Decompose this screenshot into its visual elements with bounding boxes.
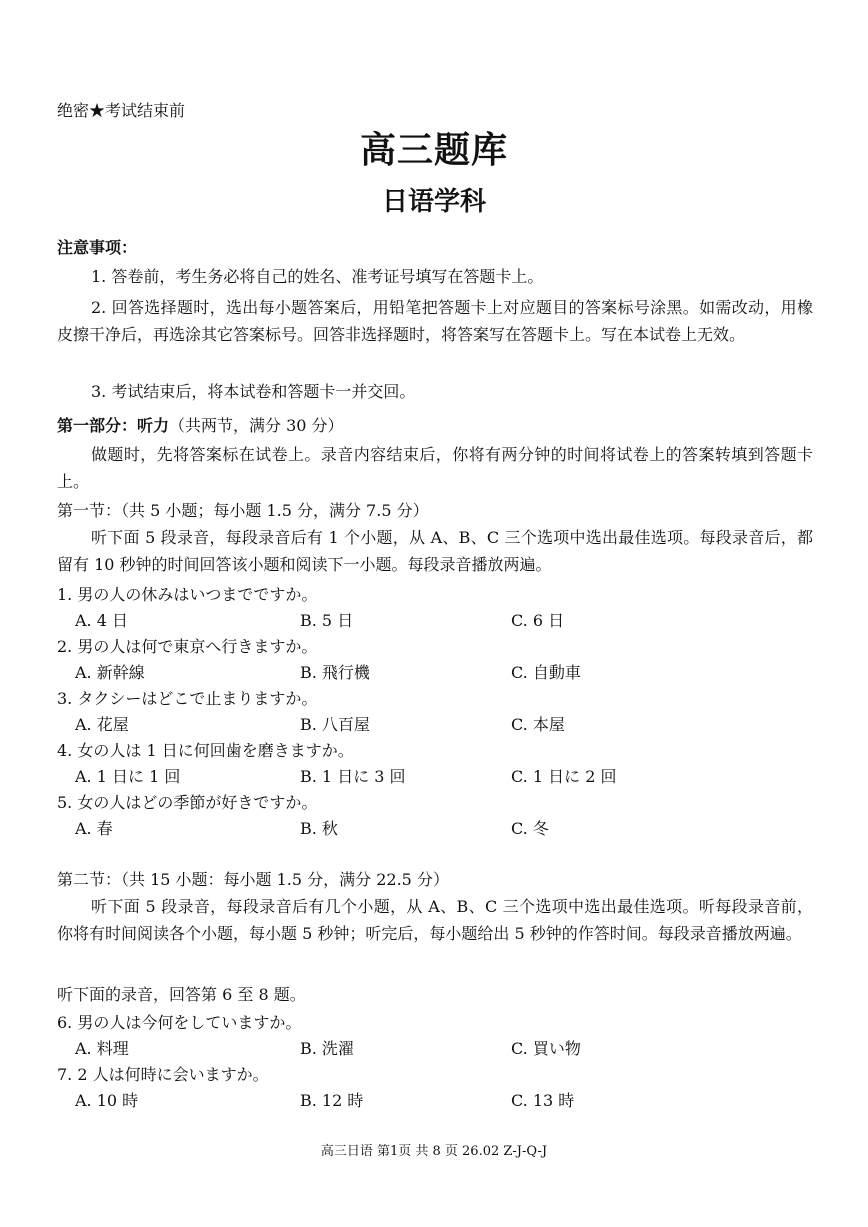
option-b: B. 八百屋 — [300, 715, 370, 734]
page-subtitle: 日语学科 — [381, 187, 486, 217]
section1-instructions: 听下面 5 段录音，每段录音后有 1 个小题，从 A、B、C 三个选项中选出最佳选项。每段录音后，都留有 10 秒钟的时间回答该小题和阅读下一小题。每段录音播放两遍。 — [57, 528, 813, 574]
question-6: 6. 男の人は今何をしていますか。 — [57, 1013, 302, 1032]
option-a: A. 花屋 — [75, 715, 129, 734]
section2-instructions: 听下面 5 段录音，每段录音后有几个小题，从 A、B、C 三个选项中选出最佳选项。听每段录音前，你将有时间阅读各个小题，每小题 5 秒钟；听完后，每小题给出 5 秒钟的作答时间。每段录音播放两遍。 — [57, 897, 813, 943]
question-5: 5. 女の人はどの季節が好きですか。 — [57, 793, 318, 812]
notice-heading: 注意事项： — [57, 238, 138, 257]
option-b: B. 飛行機 — [300, 663, 370, 682]
question-3: 3. タクシーはどこで止まりますか。 — [57, 689, 318, 708]
option-c: C. 自動車 — [511, 663, 581, 682]
option-c: C. 13 時 — [511, 1091, 575, 1110]
notice-item-1: 1. 答卷前，考生务必将自己的姓名、准考证号填写在答题卡上。 — [91, 267, 544, 286]
option-a: A. 新幹線 — [75, 663, 145, 682]
section2-heading: 第二节：（共 15 小题：每小题 1.5 分，满分 22.5 分） — [57, 870, 449, 889]
notice-item-2: 2. 回答选择题时，选出每小题答案后，用铅笔把答题卡上对应题目的答案标号涂黑。如需改动，用橡皮擦干净后，再选涂其它答案标号。回答非选择题时，将答案写在答题卡上。写在本试卷上无效。 — [57, 298, 813, 344]
option-b: B. 12 時 — [300, 1091, 364, 1110]
option-c: C. 買い物 — [511, 1039, 581, 1058]
notice-item-3: 3. 考试结束后，将本试卷和答题卡一并交回。 — [91, 382, 416, 401]
option-c: C. 冬 — [511, 819, 549, 838]
part1-heading-bold: 第一部分：听力 — [57, 416, 170, 435]
page-title: 高三题库 — [359, 129, 508, 171]
option-c: C. 6 日 — [511, 611, 565, 630]
option-c: C. 本屋 — [511, 715, 565, 734]
question-1: 1. 男の人の休みはいつまでですか。 — [57, 585, 318, 604]
question-7: 7. 2 人は何時に会いますか。 — [57, 1065, 269, 1084]
option-b: B. 5 日 — [300, 611, 354, 630]
part1-heading — [57, 413, 344, 436]
option-b: B. 1 日に 3 回 — [300, 767, 406, 786]
group-note: 听下面的录音，回答第 6 至 8 题。 — [57, 985, 306, 1004]
question-4: 4. 女の人は 1 日に何回歯を磨きますか。 — [57, 741, 354, 760]
page-footer: 高三日语 第1页 共 8 页 26.02 Z-J-Q-J — [320, 1144, 548, 1159]
option-a: A. 1 日に 1 回 — [75, 767, 181, 786]
option-a: A. 春 — [75, 819, 113, 838]
option-b: B. 洗濯 — [300, 1039, 354, 1058]
option-a: A. 4 日 — [75, 611, 128, 630]
question-2: 2. 男の人は何で東京へ行きますか。 — [57, 637, 318, 656]
option-a: A. 料理 — [75, 1039, 129, 1058]
section1-heading: 第一节：（共 5 小题；每小题 1.5 分，满分 7.5 分） — [57, 501, 429, 520]
option-a: A. 10 時 — [75, 1091, 139, 1110]
part1-intro: 做题时，先将答案标在试卷上。录音内容结束后，你将有两分钟的时间将试卷上的答案转填到答题卡上。 — [57, 445, 813, 491]
option-c: C. 1 日に 2 回 — [511, 767, 617, 786]
confidential-label: 绝密★考试结束前 — [57, 101, 186, 120]
part1-heading-rest: （共两节，满分 30 分） — [169, 416, 344, 435]
option-b: B. 秋 — [300, 819, 338, 838]
